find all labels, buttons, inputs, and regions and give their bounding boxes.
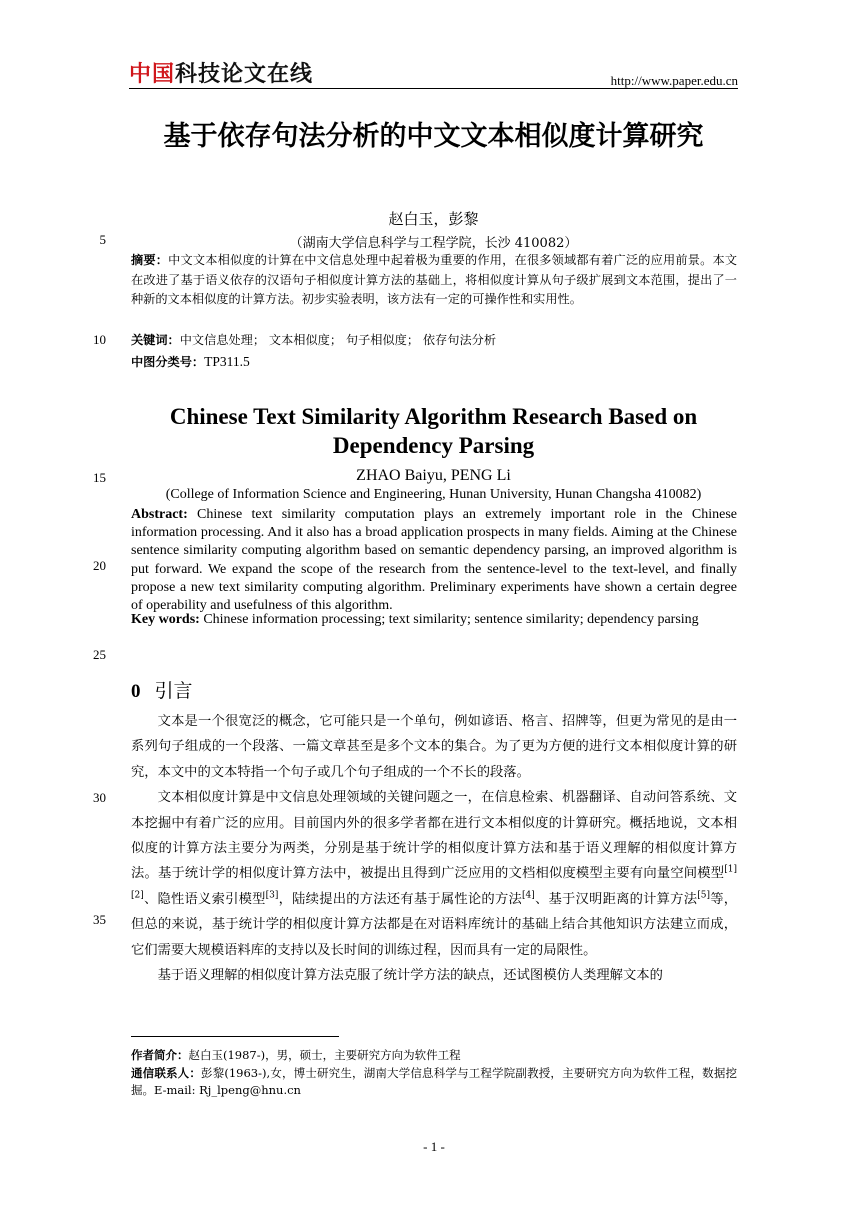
citation[interactable]: [2] — [131, 890, 144, 901]
citation[interactable]: [4] — [522, 890, 535, 901]
footnote-author — [131, 1047, 737, 1065]
section-heading — [131, 679, 193, 704]
footnote-contact-label: 通信联系人： — [131, 1065, 202, 1080]
body-text-span: 、基于汉明距离的计算方法 — [534, 891, 698, 907]
classification-cn — [131, 352, 737, 373]
line-number: 5 — [99, 232, 106, 247]
line-number: 30 — [93, 790, 106, 805]
line-number: 15 — [93, 470, 106, 485]
logo-black-text: 科技论文在线 — [175, 62, 314, 87]
section-title: 引言 — [154, 680, 193, 702]
citation[interactable]: [5] — [697, 890, 710, 901]
paper-title-cn: 基于依存句法分析的中文文本相似度计算研究 — [163, 121, 704, 152]
keywords-en-text: Chinese information processing; text similarity; sentence similarity; dependency parsing — [199, 612, 699, 627]
section-number: 0 — [131, 681, 141, 702]
affiliation-en: (College of Information Science and Engineering, Hunan University, Hunan Changsha 410082) — [165, 487, 702, 502]
abstract-cn — [131, 251, 737, 310]
line-number: 25 — [93, 647, 106, 662]
header-rule — [129, 88, 738, 89]
body-paragraph-2 — [131, 785, 737, 963]
line-number: 35 — [93, 912, 106, 927]
body-text-span: 等，但总的来说，基于统计学的相似度计算方法都是在对语料库统计的基础上结合其他知识方法建立而成，它们需要大规模语料库的支持以及长时间的训练过程，因而具有一定的局限性。 — [131, 891, 738, 958]
body-text-span: 、隐性语义索引模型 — [143, 891, 266, 907]
classification-cn-label: 中图分类号： — [131, 355, 205, 369]
authors-cn: 赵白玉，彭黎 — [388, 210, 479, 228]
line-number: 10 — [93, 332, 106, 347]
keywords-cn-label: 关键词： — [131, 333, 180, 347]
paper-title-en: Chinese Text Similarity Algorithm Research Based on Dependency Parsing — [169, 404, 698, 458]
body-text — [131, 709, 737, 988]
footnote-author-text: 赵白玉(1987-)，男，硕士，主要研究方向为软件工程 — [188, 1048, 461, 1062]
citation[interactable]: [1] — [724, 865, 737, 876]
footnote-author-label: 作者简介： — [131, 1048, 189, 1062]
abstract-en — [131, 506, 737, 615]
body-paragraph-3: 基于语义理解的相似度计算方法克服了统计学方法的缺点，还试图模仿人类理解文本的 — [157, 968, 663, 984]
body-text-span: ，陆续提出的方法还有基于属性论的方法 — [278, 891, 522, 907]
affiliation-cn: （湖南大学信息科学与工程学院，长沙 410082） — [289, 236, 578, 251]
abstract-cn-text: 中文文本相似度的计算在中文信息处理中起着极为重要的作用，在很多领域都有着广泛的应用前景。本文在改进了基于语义依存的汉语句子相似度计算方法的基础上，将相似度计算从句子级扩展到文本范围，提出了一种新的文本相似度的计算方法。初步实验表明，该方法有一定的可操作性和实用性。 — [131, 253, 738, 307]
abstract-en-label: Abstract: — [131, 507, 188, 522]
citation[interactable]: [3] — [265, 890, 279, 901]
body-paragraph-1: 文本是一个很宽泛的概念，它可能只是一个单句，例如谚语、格言、招牌等，但更为常见的是由一系列句子组成的一个段落、一篇文章甚至是多个文本的集合。为了更为方便的进行文本相似度计算的研究，本文中的文本特指一个句子或几个句子组成的一个不长的段落。 — [131, 714, 737, 780]
abstract-en-text: Chinese text similarity computation plays an extremely important role in the Chinese information processing. And it also has a broad application prospects in many fields. Aiming at the Chinese sentence similarity computing algorithm based on semantic dependency parsing, an improved algorithm is put forward. We expand the scope of the research from the sentence-level to the text-level, and finally propose a new text similarity computing algorithm. Preliminary experiments have shown a certain degree of operability and usefulness of this algorithm. — [131, 507, 737, 614]
footnote-contact-text: 彭黎(1963-),女，博士研究生，湖南大学信息科学与工程学院副教授，主要研究方向为软件工程，数据挖掘。E-mail: Rj_lpeng@hnu.cn — [131, 1065, 737, 1097]
site-logo — [129, 62, 313, 88]
keywords-en-label: Key words: — [131, 612, 200, 627]
keywords-en — [131, 611, 737, 629]
page-number: - 1 - — [423, 1139, 445, 1154]
body-text-span: 文本相似度计算是中文信息处理领域的关键问题之一，在信息检索、机器翻译、自动问答系统、文本挖掘中有着广泛的应用。目前国内外的很多学者都在进行文本相似度的计算研究。概括地说，文本相似度的计算方法主要分为两类，分别是基于统计学的相似度计算方法和基于语义理解的相似度计算方法。基于统计学的相似度计算方法中，被提出且得到广泛应用的文档相似度模型主要有向量空间模型 — [131, 790, 737, 882]
header-url[interactable]: http://www.paper.edu.cn — [610, 73, 738, 88]
keywords-cn-text: 中文信息处理； 文本相似度； 句子相似度； 依存句法分析 — [179, 333, 497, 347]
footnote-contact — [131, 1065, 737, 1100]
footnote-rule — [131, 1036, 339, 1037]
abstract-cn-label: 摘要： — [131, 253, 169, 267]
footnotes — [131, 1047, 737, 1100]
line-number: 20 — [93, 558, 106, 573]
classification-cn-text: TP311.5 — [204, 354, 250, 369]
authors-en: ZHAO Baiyu, PENG Li — [356, 467, 511, 484]
keywords-cn — [131, 331, 737, 351]
logo-red-text: 中国 — [129, 62, 176, 87]
